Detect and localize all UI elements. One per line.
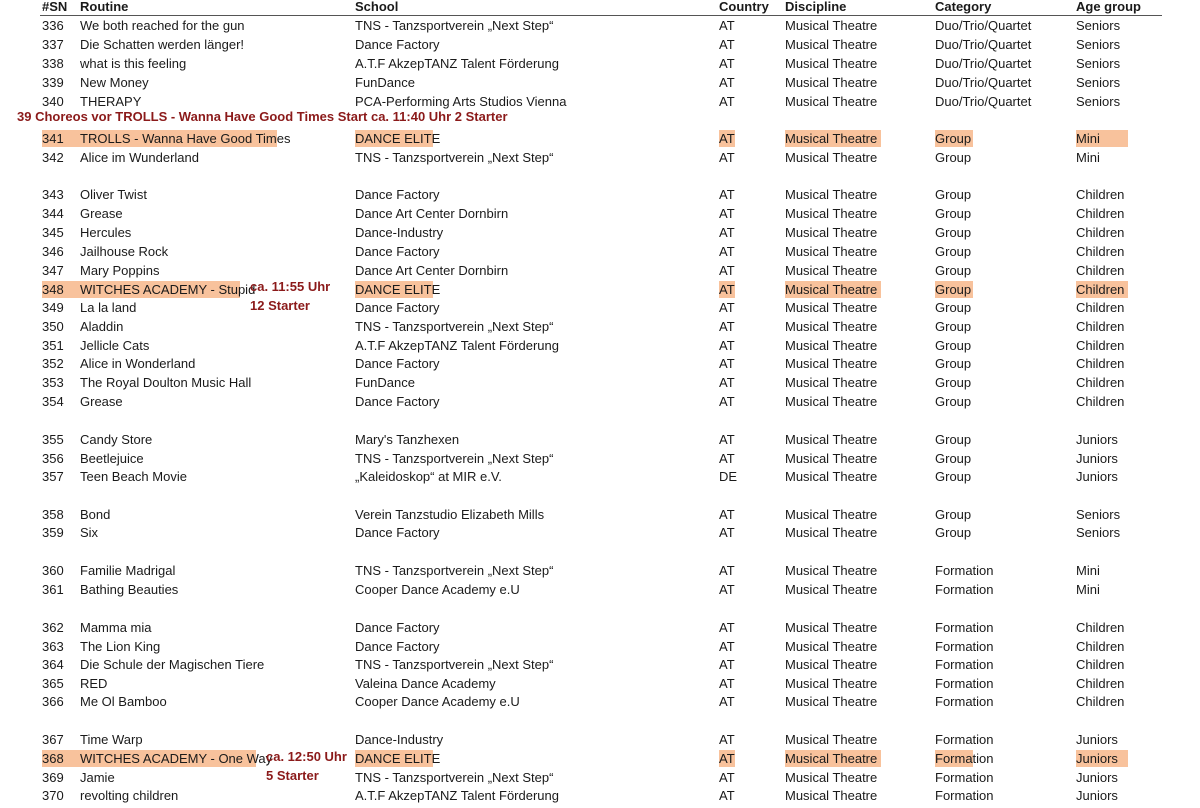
row-sn: 362 bbox=[42, 620, 64, 635]
row-category: Formation bbox=[935, 788, 994, 803]
row-category: Formation bbox=[935, 732, 994, 747]
row-school: Cooper Dance Academy e.U bbox=[355, 582, 520, 597]
row-routine: The Lion King bbox=[80, 639, 161, 654]
row-routine: THERAPY bbox=[80, 94, 142, 109]
table-row bbox=[0, 224, 1200, 242]
row-sn: 350 bbox=[42, 319, 64, 334]
row-category: Group bbox=[935, 469, 972, 484]
row-school: „Kaleidoskop“ at MIR e.V. bbox=[355, 469, 502, 484]
row-country: AT bbox=[719, 206, 735, 221]
row-discipline: Musical Theatre bbox=[785, 639, 878, 654]
row-sn: 336 bbox=[42, 18, 64, 33]
table-row bbox=[0, 186, 1200, 204]
row-sn: 358 bbox=[42, 507, 64, 522]
row-age-group: Juniors bbox=[1076, 469, 1118, 484]
row-school: Dance Art Center Dornbirn bbox=[355, 263, 509, 278]
row-routine: revolting children bbox=[80, 788, 179, 803]
row-school: TNS - Tanzsportverein „Next Step“ bbox=[355, 657, 554, 672]
row-category: Group bbox=[935, 282, 972, 297]
table-row bbox=[0, 581, 1200, 599]
row-age-group: Mini bbox=[1076, 563, 1100, 578]
row-school: DANCE ELITE bbox=[355, 751, 441, 766]
row-school: Verein Tanzstudio Elizabeth Mills bbox=[355, 507, 545, 522]
row-routine: La la land bbox=[80, 300, 137, 315]
row-country: AT bbox=[719, 131, 735, 146]
row-school: Dance Factory bbox=[355, 356, 440, 371]
row-school: Dance Factory bbox=[355, 620, 440, 635]
row-routine: The Royal Doulton Music Hall bbox=[80, 375, 252, 390]
row-discipline: Musical Theatre bbox=[785, 751, 878, 766]
row-country: AT bbox=[719, 639, 735, 654]
row-routine: Grease bbox=[80, 394, 123, 409]
row-sn: 347 bbox=[42, 263, 64, 278]
row-country: AT bbox=[719, 94, 735, 109]
row-country: AT bbox=[719, 375, 735, 390]
row-discipline: Musical Theatre bbox=[785, 507, 878, 522]
row-category: Duo/Trio/Quartet bbox=[935, 18, 1032, 33]
row-routine: Me Ol Bamboo bbox=[80, 694, 167, 709]
row-country: AT bbox=[719, 56, 735, 71]
row-country: AT bbox=[719, 394, 735, 409]
row-category: Group bbox=[935, 432, 972, 447]
table-row bbox=[0, 243, 1200, 261]
row-sn: 368 bbox=[42, 751, 64, 766]
header-sn: #SN bbox=[42, 0, 68, 14]
row-school: TNS - Tanzsportverein „Next Step“ bbox=[355, 770, 554, 785]
row-age-group: Juniors bbox=[1076, 451, 1118, 466]
row-discipline: Musical Theatre bbox=[785, 657, 878, 672]
table-row bbox=[0, 506, 1200, 524]
table-row bbox=[0, 769, 1200, 787]
row-country: AT bbox=[719, 225, 735, 240]
row-category: Duo/Trio/Quartet bbox=[935, 37, 1032, 52]
row-routine: RED bbox=[80, 676, 108, 691]
note-witches-starters: 12 Starter bbox=[250, 298, 310, 313]
row-discipline: Musical Theatre bbox=[785, 788, 878, 803]
row-routine: Jailhouse Rock bbox=[80, 244, 169, 259]
table-row bbox=[0, 374, 1200, 392]
table-row bbox=[0, 17, 1200, 35]
row-school: Dance Art Center Dornbirn bbox=[355, 206, 509, 221]
table-row bbox=[0, 431, 1200, 449]
row-routine: Mary Poppins bbox=[80, 263, 160, 278]
table-row bbox=[0, 450, 1200, 468]
row-routine: WITCHES ACADEMY - Stupid bbox=[80, 282, 256, 297]
table-row bbox=[0, 55, 1200, 73]
row-discipline: Musical Theatre bbox=[785, 300, 878, 315]
row-country: AT bbox=[719, 187, 735, 202]
row-routine: Jellicle Cats bbox=[80, 338, 150, 353]
row-age-group: Seniors bbox=[1076, 37, 1121, 52]
row-age-group: Children bbox=[1076, 187, 1125, 202]
row-country: AT bbox=[719, 150, 735, 165]
row-discipline: Musical Theatre bbox=[785, 469, 878, 484]
row-routine: Teen Beach Movie bbox=[80, 469, 187, 484]
row-discipline: Musical Theatre bbox=[785, 620, 878, 635]
row-country: AT bbox=[719, 694, 735, 709]
row-country: AT bbox=[719, 582, 735, 597]
table-row bbox=[0, 393, 1200, 411]
row-age-group: Mini bbox=[1076, 131, 1100, 146]
row-school: FunDance bbox=[355, 375, 415, 390]
row-discipline: Musical Theatre bbox=[785, 356, 878, 371]
row-age-group: Mini bbox=[1076, 582, 1100, 597]
row-age-group: Seniors bbox=[1076, 507, 1121, 522]
row-discipline: Musical Theatre bbox=[785, 150, 878, 165]
row-routine: New Money bbox=[80, 75, 149, 90]
row-category: Formation bbox=[935, 620, 994, 635]
table-row bbox=[0, 281, 1200, 299]
row-routine: Alice in Wonderland bbox=[80, 356, 196, 371]
row-routine: Alice im Wunderland bbox=[80, 150, 199, 165]
row-discipline: Musical Theatre bbox=[785, 770, 878, 785]
row-discipline: Musical Theatre bbox=[785, 244, 878, 259]
row-school: Dance Factory bbox=[355, 244, 440, 259]
row-school: TNS - Tanzsportverein „Next Step“ bbox=[355, 319, 554, 334]
row-routine: Grease bbox=[80, 206, 123, 221]
row-discipline: Musical Theatre bbox=[785, 206, 878, 221]
row-routine: Candy Store bbox=[80, 432, 153, 447]
row-category: Group bbox=[935, 507, 972, 522]
row-category: Formation bbox=[935, 694, 994, 709]
row-school: A.T.F AkzepTANZ Talent Förderung bbox=[355, 56, 559, 71]
table-row bbox=[0, 731, 1200, 749]
row-country: AT bbox=[719, 657, 735, 672]
row-sn: 366 bbox=[42, 694, 64, 709]
row-school: TNS - Tanzsportverein „Next Step“ bbox=[355, 18, 554, 33]
row-category: Formation bbox=[935, 657, 994, 672]
row-discipline: Musical Theatre bbox=[785, 676, 878, 691]
row-country: AT bbox=[719, 770, 735, 785]
row-age-group: Seniors bbox=[1076, 94, 1121, 109]
row-country: AT bbox=[719, 751, 735, 766]
row-sn: 360 bbox=[42, 563, 64, 578]
row-age-group: Juniors bbox=[1076, 770, 1118, 785]
row-country: AT bbox=[719, 676, 735, 691]
row-country: AT bbox=[719, 319, 735, 334]
row-age-group: Children bbox=[1076, 338, 1125, 353]
row-country: AT bbox=[719, 282, 735, 297]
row-age-group: Seniors bbox=[1076, 18, 1121, 33]
row-school: DANCE ELITE bbox=[355, 282, 441, 297]
row-category: Group bbox=[935, 225, 972, 240]
table-row bbox=[0, 468, 1200, 486]
row-discipline: Musical Theatre bbox=[785, 375, 878, 390]
row-discipline: Musical Theatre bbox=[785, 225, 878, 240]
row-sn: 364 bbox=[42, 657, 64, 672]
row-routine: Jamie bbox=[80, 770, 115, 785]
row-routine: Familie Madrigal bbox=[80, 563, 176, 578]
row-routine: Beetlejuice bbox=[80, 451, 144, 466]
row-school: Dance Factory bbox=[355, 394, 440, 409]
row-sn: 341 bbox=[42, 131, 64, 146]
row-routine: Six bbox=[80, 525, 99, 540]
table-row bbox=[0, 619, 1200, 637]
table-row bbox=[0, 318, 1200, 336]
row-country: AT bbox=[719, 788, 735, 803]
row-discipline: Musical Theatre bbox=[785, 451, 878, 466]
row-school: DANCE ELITE bbox=[355, 131, 441, 146]
row-age-group: Children bbox=[1076, 639, 1125, 654]
row-age-group: Juniors bbox=[1076, 432, 1118, 447]
table-row bbox=[0, 36, 1200, 54]
row-sn: 339 bbox=[42, 75, 64, 90]
row-discipline: Musical Theatre bbox=[785, 338, 878, 353]
table-row bbox=[0, 524, 1200, 542]
row-discipline: Musical Theatre bbox=[785, 694, 878, 709]
header-school: School bbox=[355, 0, 399, 14]
table-row bbox=[0, 656, 1200, 674]
table-header bbox=[0, 0, 1200, 16]
row-age-group: Juniors bbox=[1076, 788, 1118, 803]
row-country: AT bbox=[719, 75, 735, 90]
table-row bbox=[0, 638, 1200, 656]
row-category: Group bbox=[935, 263, 972, 278]
row-sn: 370 bbox=[42, 788, 64, 803]
table-row bbox=[0, 750, 1200, 768]
row-school: Dance-Industry bbox=[355, 732, 444, 747]
row-routine: Die Schatten werden länger! bbox=[80, 37, 245, 52]
row-sn: 354 bbox=[42, 394, 64, 409]
row-age-group: Children bbox=[1076, 300, 1125, 315]
row-discipline: Musical Theatre bbox=[785, 263, 878, 278]
row-category: Formation bbox=[935, 676, 994, 691]
note-oneway-starters: 5 Starter bbox=[266, 768, 319, 783]
row-school: Dance-Industry bbox=[355, 225, 444, 240]
row-routine: Bathing Beauties bbox=[80, 582, 179, 597]
note-trolls-start: 39 Choreos vor TROLLS - Wanna Have Good Times Start ca. 11:40 Uhr 2 Starter bbox=[17, 109, 508, 124]
row-age-group: Children bbox=[1076, 206, 1125, 221]
row-age-group: Children bbox=[1076, 356, 1125, 371]
row-school: FunDance bbox=[355, 75, 415, 90]
table-row bbox=[0, 149, 1200, 167]
header-country: Country bbox=[719, 0, 769, 14]
row-school: Valeina Dance Academy bbox=[355, 676, 496, 691]
row-sn: 349 bbox=[42, 300, 64, 315]
row-category: Group bbox=[935, 394, 972, 409]
row-discipline: Musical Theatre bbox=[785, 319, 878, 334]
row-school: A.T.F AkzepTANZ Talent Förderung bbox=[355, 788, 559, 803]
row-sn: 369 bbox=[42, 770, 64, 785]
row-age-group: Seniors bbox=[1076, 525, 1121, 540]
row-age-group: Children bbox=[1076, 319, 1125, 334]
row-sn: 355 bbox=[42, 432, 64, 447]
row-discipline: Musical Theatre bbox=[785, 732, 878, 747]
row-country: AT bbox=[719, 300, 735, 315]
row-age-group: Children bbox=[1076, 394, 1125, 409]
row-routine: We both reached for the gun bbox=[80, 18, 245, 33]
row-routine: Aladdin bbox=[80, 319, 124, 334]
table-row bbox=[0, 693, 1200, 711]
row-sn: 342 bbox=[42, 150, 64, 165]
table-row bbox=[0, 355, 1200, 373]
row-school: TNS - Tanzsportverein „Next Step“ bbox=[355, 451, 554, 466]
row-school: TNS - Tanzsportverein „Next Step“ bbox=[355, 563, 554, 578]
header-divider bbox=[40, 15, 1162, 16]
row-category: Group bbox=[935, 356, 972, 371]
row-country: AT bbox=[719, 18, 735, 33]
row-age-group: Juniors bbox=[1076, 751, 1118, 766]
table-row bbox=[0, 74, 1200, 92]
row-sn: 340 bbox=[42, 94, 64, 109]
row-sn: 356 bbox=[42, 451, 64, 466]
row-age-group: Children bbox=[1076, 676, 1125, 691]
row-category: Group bbox=[935, 244, 972, 259]
row-sn: 367 bbox=[42, 732, 64, 747]
row-sn: 359 bbox=[42, 525, 64, 540]
row-age-group: Seniors bbox=[1076, 75, 1121, 90]
row-country: AT bbox=[719, 525, 735, 540]
table-row bbox=[0, 262, 1200, 280]
row-country: AT bbox=[719, 356, 735, 371]
table-row bbox=[0, 130, 1200, 148]
row-discipline: Musical Theatre bbox=[785, 187, 878, 202]
row-category: Formation bbox=[935, 751, 994, 766]
table-row bbox=[0, 562, 1200, 580]
row-country: AT bbox=[719, 732, 735, 747]
row-category: Group bbox=[935, 338, 972, 353]
row-discipline: Musical Theatre bbox=[785, 75, 878, 90]
row-sn: 351 bbox=[42, 338, 64, 353]
row-age-group: Mini bbox=[1076, 150, 1100, 165]
table-row bbox=[0, 675, 1200, 693]
note-oneway-time: ca. 12:50 Uhr bbox=[266, 749, 347, 764]
row-category: Group bbox=[935, 150, 972, 165]
row-school: TNS - Tanzsportverein „Next Step“ bbox=[355, 150, 554, 165]
row-discipline: Musical Theatre bbox=[785, 94, 878, 109]
row-school: PCA-Performing Arts Studios Vienna bbox=[355, 94, 567, 109]
row-category: Group bbox=[935, 187, 972, 202]
row-discipline: Musical Theatre bbox=[785, 432, 878, 447]
row-country: AT bbox=[719, 563, 735, 578]
row-sn: 346 bbox=[42, 244, 64, 259]
row-school: Cooper Dance Academy e.U bbox=[355, 694, 520, 709]
row-age-group: Juniors bbox=[1076, 732, 1118, 747]
row-country: AT bbox=[719, 37, 735, 52]
row-country: AT bbox=[719, 338, 735, 353]
row-category: Group bbox=[935, 525, 972, 540]
table-row bbox=[0, 337, 1200, 355]
row-category: Formation bbox=[935, 770, 994, 785]
row-sn: 348 bbox=[42, 282, 64, 297]
row-routine: Mamma mia bbox=[80, 620, 152, 635]
row-age-group: Children bbox=[1076, 657, 1125, 672]
row-sn: 338 bbox=[42, 56, 64, 71]
row-sn: 363 bbox=[42, 639, 64, 654]
row-category: Group bbox=[935, 206, 972, 221]
row-category: Group bbox=[935, 300, 972, 315]
row-discipline: Musical Theatre bbox=[785, 563, 878, 578]
row-routine: what is this feeling bbox=[80, 56, 187, 71]
header-discipline: Discipline bbox=[785, 0, 847, 14]
row-category: Group bbox=[935, 319, 972, 334]
row-routine: Hercules bbox=[80, 225, 132, 240]
row-discipline: Musical Theatre bbox=[785, 525, 878, 540]
row-routine: Time Warp bbox=[80, 732, 143, 747]
row-age-group: Children bbox=[1076, 282, 1125, 297]
row-category: Formation bbox=[935, 582, 994, 597]
row-country: AT bbox=[719, 451, 735, 466]
table-row bbox=[0, 205, 1200, 223]
row-category: Formation bbox=[935, 563, 994, 578]
row-sn: 344 bbox=[42, 206, 64, 221]
row-country: AT bbox=[719, 620, 735, 635]
row-age-group: Children bbox=[1076, 263, 1125, 278]
row-age-group: Children bbox=[1076, 225, 1125, 240]
row-discipline: Musical Theatre bbox=[785, 56, 878, 71]
row-sn: 357 bbox=[42, 469, 64, 484]
row-routine: Die Schule der Magischen Tiere bbox=[80, 657, 265, 672]
row-sn: 365 bbox=[42, 676, 64, 691]
row-routine: WITCHES ACADEMY - One Way bbox=[80, 751, 273, 766]
row-sn: 353 bbox=[42, 375, 64, 390]
row-school: Dance Factory bbox=[355, 525, 440, 540]
row-discipline: Musical Theatre bbox=[785, 282, 878, 297]
table-row bbox=[0, 299, 1200, 317]
table-row bbox=[0, 787, 1200, 805]
row-routine: TROLLS - Wanna Have Good Times bbox=[80, 131, 291, 146]
row-country: DE bbox=[719, 469, 738, 484]
row-country: AT bbox=[719, 244, 735, 259]
row-school: A.T.F AkzepTANZ Talent Förderung bbox=[355, 338, 559, 353]
header-category: Category bbox=[935, 0, 992, 14]
row-sn: 352 bbox=[42, 356, 64, 371]
row-country: AT bbox=[719, 507, 735, 522]
note-witches-time: ca. 11:55 Uhr bbox=[250, 279, 331, 294]
row-discipline: Musical Theatre bbox=[785, 37, 878, 52]
row-sn: 337 bbox=[42, 37, 64, 52]
header-age-group: Age group bbox=[1076, 0, 1141, 14]
row-category: Duo/Trio/Quartet bbox=[935, 56, 1032, 71]
row-discipline: Musical Theatre bbox=[785, 582, 878, 597]
row-school: Dance Factory bbox=[355, 37, 440, 52]
row-country: AT bbox=[719, 263, 735, 278]
row-school: Dance Factory bbox=[355, 639, 440, 654]
row-school: Dance Factory bbox=[355, 187, 440, 202]
row-age-group: Children bbox=[1076, 244, 1125, 259]
row-country: AT bbox=[719, 432, 735, 447]
header-routine: Routine bbox=[80, 0, 129, 14]
row-category: Group bbox=[935, 131, 972, 146]
row-category: Duo/Trio/Quartet bbox=[935, 94, 1032, 109]
row-discipline: Musical Theatre bbox=[785, 18, 878, 33]
row-category: Formation bbox=[935, 639, 994, 654]
row-sn: 345 bbox=[42, 225, 64, 240]
row-age-group: Children bbox=[1076, 694, 1125, 709]
row-category: Group bbox=[935, 375, 972, 390]
row-age-group: Seniors bbox=[1076, 56, 1121, 71]
row-routine: Oliver Twist bbox=[80, 187, 147, 202]
row-routine: Bond bbox=[80, 507, 111, 522]
row-sn: 343 bbox=[42, 187, 64, 202]
row-category: Group bbox=[935, 451, 972, 466]
row-school: Dance Factory bbox=[355, 300, 440, 315]
row-sn: 361 bbox=[42, 582, 64, 597]
row-discipline: Musical Theatre bbox=[785, 394, 878, 409]
row-school: Mary's Tanzhexen bbox=[355, 432, 460, 447]
row-age-group: Children bbox=[1076, 620, 1125, 635]
row-discipline: Musical Theatre bbox=[785, 131, 878, 146]
row-category: Duo/Trio/Quartet bbox=[935, 75, 1032, 90]
row-age-group: Children bbox=[1076, 375, 1125, 390]
